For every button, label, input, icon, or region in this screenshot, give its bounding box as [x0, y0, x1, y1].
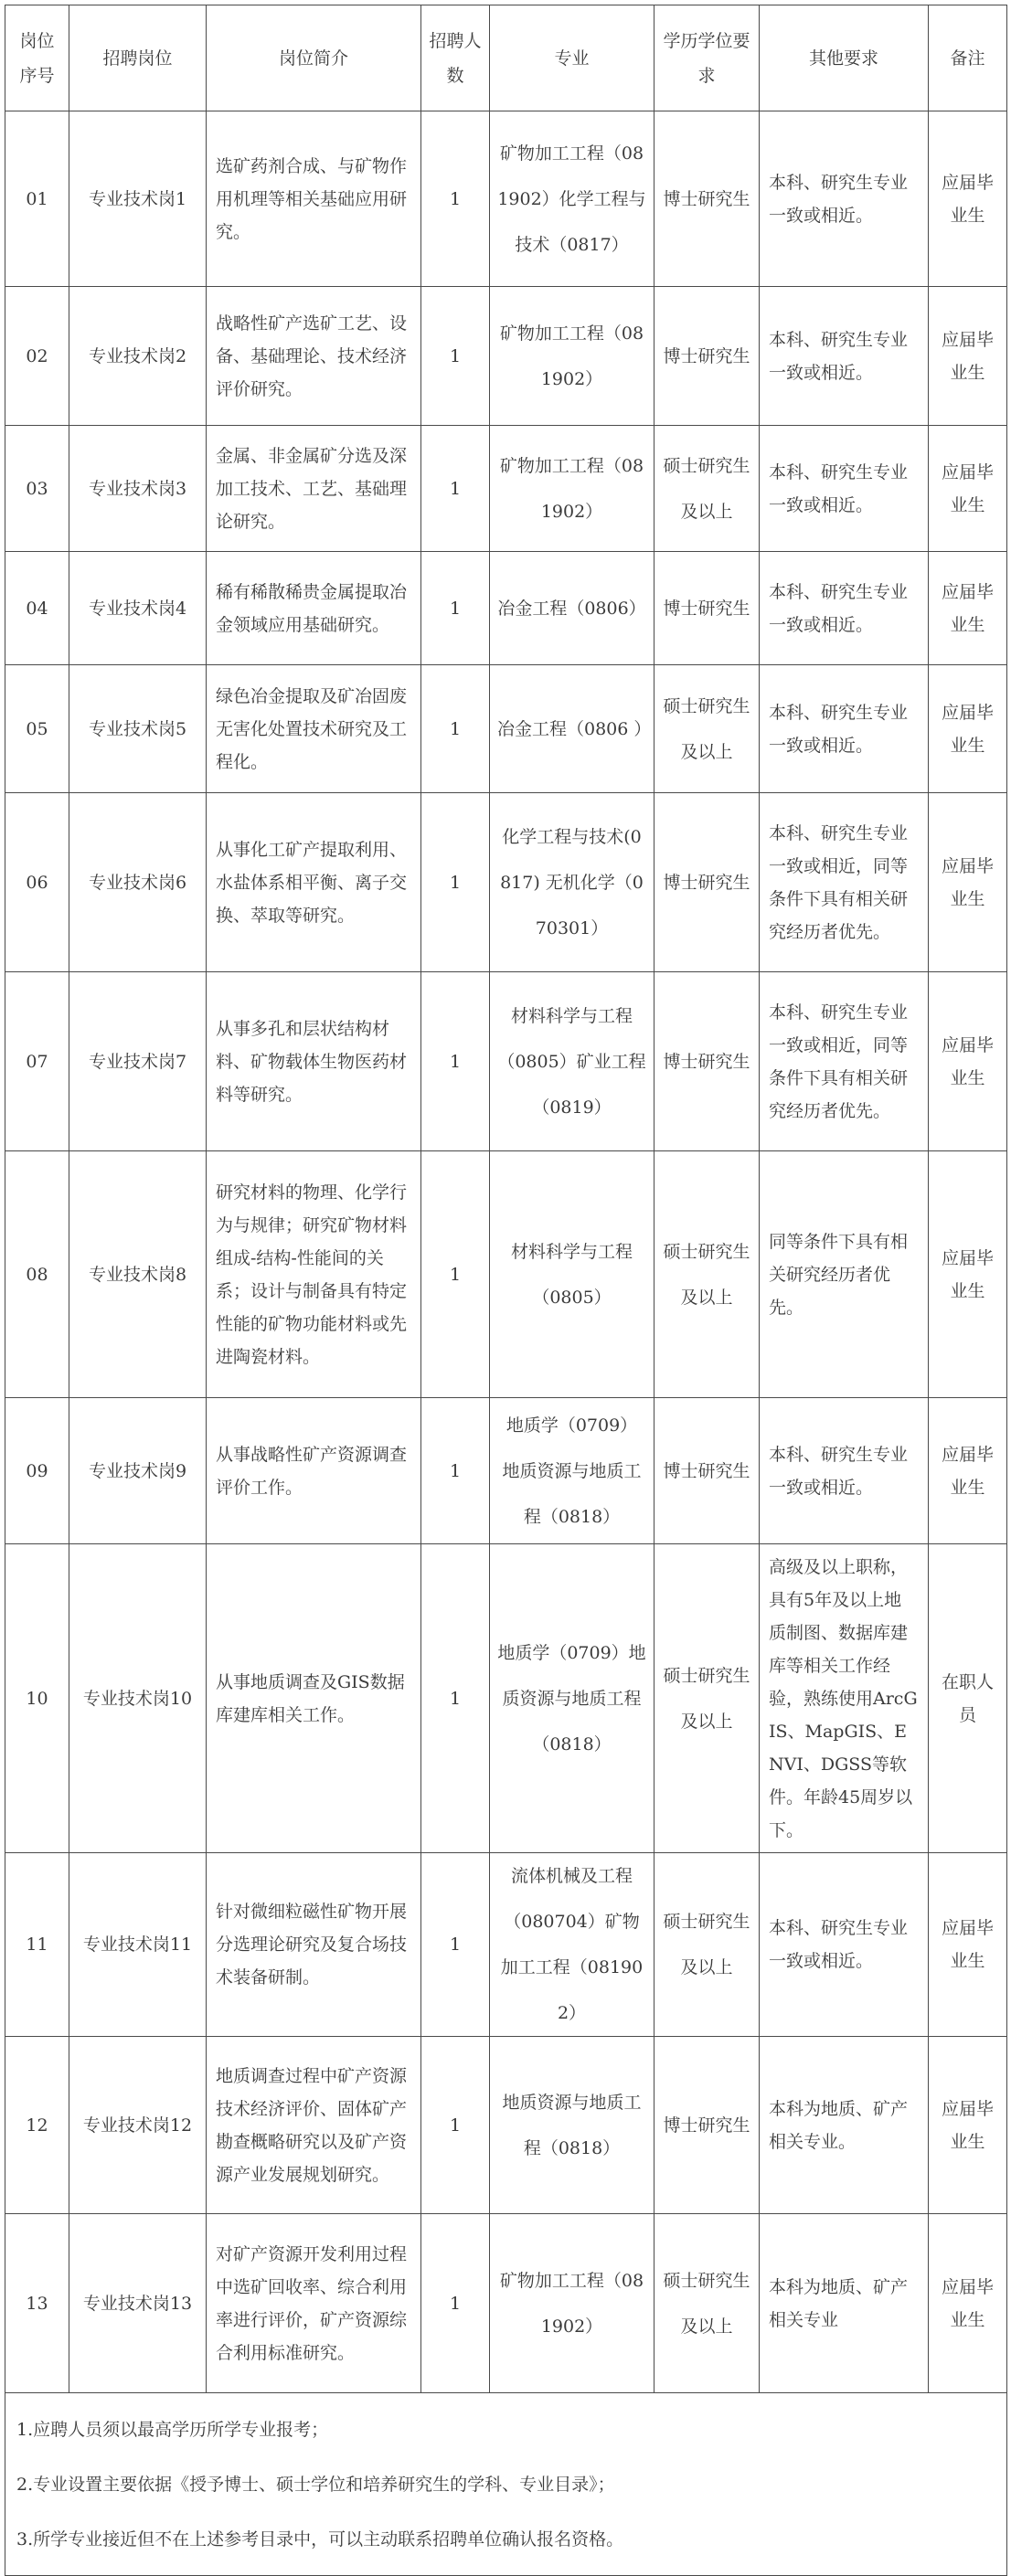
cell-major: 矿物加工工程（081902）化学工程与技术（0817）: [490, 111, 654, 287]
cell-degree: 硕士研究生及以上: [654, 665, 760, 793]
recruitment-table: [5, 5, 1007, 2576]
cell-remark: 应届毕业生: [929, 1398, 1007, 1544]
cell-post: 专业技术岗5: [69, 665, 207, 793]
cell-remark: 应届毕业生: [929, 287, 1007, 426]
cell-major: 材料科学与工程（0805）: [490, 1151, 654, 1398]
header-count: 招聘人数: [421, 5, 490, 111]
cell-post: 专业技术岗4: [69, 552, 207, 665]
cell-remark: 应届毕业生: [929, 111, 1007, 287]
cell-other: 本科为地质、矿产相关专业。: [760, 2037, 929, 2214]
header-other: 其他要求: [760, 5, 929, 111]
cell-count: 1: [421, 1398, 490, 1544]
cell-other: 高级及以上职称，具有5年及以上地质制图、数据库建库等相关工作经验，熟练使用ArcGIS、MapGIS、ENVI、DGSS等软件。年龄45周岁以下。: [760, 1544, 929, 1853]
cell-desc: 金属、非金属矿分选及深加工技术、工艺、基础理论研究。: [207, 426, 421, 552]
cell-seq: 02: [5, 287, 69, 426]
note-2: 2.专业设置主要依据《授予博士、硕士学位和培养研究生的学科、专业目录》；: [16, 2474, 615, 2495]
cell-major: 矿物加工工程（081902）: [490, 2214, 654, 2393]
header-remark: 备注: [929, 5, 1007, 111]
cell-post: 专业技术岗3: [69, 426, 207, 552]
cell-desc: 针对微细粒磁性矿物开展分选理论研究及复合场技术装备研制。: [207, 1853, 421, 2037]
table-row: [5, 287, 1007, 426]
cell-post: 专业技术岗11: [69, 1853, 207, 2037]
cell-remark: 应届毕业生: [929, 1151, 1007, 1398]
cell-count: 1: [421, 552, 490, 665]
table-row: [5, 111, 1007, 287]
cell-seq: 13: [5, 2214, 69, 2393]
cell-major: 地质学（0709） 地质资源与地质工程（0818）: [490, 1398, 654, 1544]
cell-degree: 博士研究生: [654, 1398, 760, 1544]
cell-remark: 应届毕业生: [929, 1853, 1007, 2037]
cell-count: 1: [421, 972, 490, 1151]
cell-seq: 11: [5, 1853, 69, 2037]
cell-degree: 硕士研究生及以上: [654, 1544, 760, 1853]
cell-desc: 从事化工矿产提取利用、水盐体系相平衡、离子交换、萃取等研究。: [207, 793, 421, 972]
cell-degree: 博士研究生: [654, 972, 760, 1151]
cell-remark: 应届毕业生: [929, 2214, 1007, 2393]
table-row: [5, 1853, 1007, 2037]
cell-other: 本科、研究生专业一致或相近。: [760, 665, 929, 793]
cell-other: 本科、研究生专业一致或相近。: [760, 426, 929, 552]
cell-other: 同等条件下具有相关研究经历者优先。: [760, 1151, 929, 1398]
cell-remark: 在职人员: [929, 1544, 1007, 1853]
table-row: [5, 1398, 1007, 1544]
cell-desc: 战略性矿产选矿工艺、设备、基础理论、技术经济评价研究。: [207, 287, 421, 426]
table-row: [5, 2037, 1007, 2214]
cell-remark: 应届毕业生: [929, 665, 1007, 793]
cell-desc: 地质调查过程中矿产资源技术经济评价、固体矿产勘查概略研究以及矿产资源产业发展规划研究。: [207, 2037, 421, 2214]
cell-degree: 硕士研究生及以上: [654, 1853, 760, 2037]
cell-other: 本科、研究生专业一致或相近，同等条件下具有相关研究经历者优先。: [760, 793, 929, 972]
header-major: 专业: [490, 5, 654, 111]
cell-desc: 稀有稀散稀贵金属提取冶金领域应用基础研究。: [207, 552, 421, 665]
cell-major: 地质学（0709）地质资源与地质工程（0818）: [490, 1544, 654, 1853]
header-desc: 岗位简介: [207, 5, 421, 111]
cell-desc: 选矿药剂合成、与矿物作用机理等相关基础应用研究。: [207, 111, 421, 287]
cell-seq: 10: [5, 1544, 69, 1853]
table-row: [5, 665, 1007, 793]
cell-major: 化学工程与技术(0817) 无机化学（070301）: [490, 793, 654, 972]
cell-count: 1: [421, 111, 490, 287]
cell-other: 本科、研究生专业一致或相近。: [760, 287, 929, 426]
cell-seq: 05: [5, 665, 69, 793]
cell-count: 1: [421, 2037, 490, 2214]
table-row: [5, 972, 1007, 1151]
header-row: [5, 5, 1007, 111]
cell-post: 专业技术岗10: [69, 1544, 207, 1853]
cell-post: 专业技术岗9: [69, 1398, 207, 1544]
cell-remark: 应届毕业生: [929, 426, 1007, 552]
cell-other: 本科、研究生专业一致或相近。: [760, 1853, 929, 2037]
cell-desc: 从事多孔和层状结构材料、矿物载体生物医药材料等研究。: [207, 972, 421, 1151]
table-row: [5, 793, 1007, 972]
cell-major: 冶金工程（0806 ）: [490, 665, 654, 793]
cell-post: 专业技术岗6: [69, 793, 207, 972]
cell-count: 1: [421, 665, 490, 793]
cell-desc: 绿色冶金提取及矿冶固废无害化处置技术研究及工程化。: [207, 665, 421, 793]
cell-other: 本科为地质、矿产相关专业: [760, 2214, 929, 2393]
note-1: 1.应聘人员须以最高学历所学专业报考；: [16, 2419, 329, 2440]
cell-post: 专业技术岗7: [69, 972, 207, 1151]
table-row: [5, 426, 1007, 552]
table-row: [5, 1544, 1007, 1853]
cell-desc: 对矿产资源开发利用过程中选矿回收率、综合利用率进行评价，矿产资源综合利用标准研究。: [207, 2214, 421, 2393]
cell-post: 专业技术岗1: [69, 111, 207, 287]
cell-post: 专业技术岗2: [69, 287, 207, 426]
note-3: 3.所学专业接近但不在上述参考目录中，可以主动联系招聘单位确认报名资格。: [16, 2528, 624, 2549]
table-row: [5, 552, 1007, 665]
cell-major: 矿物加工工程（081902）: [490, 426, 654, 552]
table-row: [5, 1151, 1007, 1398]
header-seq: 岗位序号: [5, 5, 69, 111]
cell-major: 冶金工程（0806）: [490, 552, 654, 665]
cell-major: 矿物加工工程（081902）: [490, 287, 654, 426]
cell-major: 材料科学与工程（0805）矿业工程（0819）: [490, 972, 654, 1151]
cell-degree: 硕士研究生及以上: [654, 426, 760, 552]
cell-remark: 应届毕业生: [929, 972, 1007, 1151]
cell-degree: 硕士研究生及以上: [654, 1151, 760, 1398]
cell-seq: 01: [5, 111, 69, 287]
cell-degree: 博士研究生: [654, 793, 760, 972]
cell-degree: 博士研究生: [654, 552, 760, 665]
cell-degree: 博士研究生: [654, 111, 760, 287]
cell-post: 专业技术岗8: [69, 1151, 207, 1398]
cell-count: 1: [421, 1544, 490, 1853]
cell-desc: 从事地质调查及GIS数据库建库相关工作。: [207, 1544, 421, 1853]
cell-seq: 12: [5, 2037, 69, 2214]
cell-major: 地质资源与地质工程（0818）: [490, 2037, 654, 2214]
cell-count: 1: [421, 426, 490, 552]
cell-major: 流体机械及工程（080704）矿物加工工程（081902）: [490, 1853, 654, 2037]
cell-count: 1: [421, 1151, 490, 1398]
cell-count: 1: [421, 1853, 490, 2037]
cell-degree: 博士研究生: [654, 287, 760, 426]
cell-remark: 应届毕业生: [929, 552, 1007, 665]
header-post: 招聘岗位: [69, 5, 207, 111]
cell-count: 1: [421, 2214, 490, 2393]
cell-seq: 07: [5, 972, 69, 1151]
notes-cell: [5, 2393, 1007, 2576]
cell-seq: 08: [5, 1151, 69, 1398]
table-row: [5, 2214, 1007, 2393]
cell-desc: 研究材料的物理、化学行为与规律；研究矿物材料组成-结构-性能间的关系；设计与制备具有特定性能的矿物功能材料或先进陶瓷材料。: [207, 1151, 421, 1398]
cell-post: 专业技术岗12: [69, 2037, 207, 2214]
cell-remark: 应届毕业生: [929, 793, 1007, 972]
cell-seq: 03: [5, 426, 69, 552]
cell-desc: 从事战略性矿产资源调查评价工作。: [207, 1398, 421, 1544]
cell-post: 专业技术岗13: [69, 2214, 207, 2393]
cell-other: 本科、研究生专业一致或相近。: [760, 1398, 929, 1544]
header-degree: 学历学位要求: [654, 5, 760, 111]
cell-seq: 06: [5, 793, 69, 972]
cell-other: 本科、研究生专业一致或相近。: [760, 111, 929, 287]
notes-row: [5, 2393, 1007, 2576]
cell-seq: 09: [5, 1398, 69, 1544]
cell-other: 本科、研究生专业一致或相近。: [760, 552, 929, 665]
cell-count: 1: [421, 287, 490, 426]
cell-degree: 硕士研究生及以上: [654, 2214, 760, 2393]
cell-remark: 应届毕业生: [929, 2037, 1007, 2214]
cell-degree: 博士研究生: [654, 2037, 760, 2214]
cell-seq: 04: [5, 552, 69, 665]
cell-other: 本科、研究生专业一致或相近，同等条件下具有相关研究经历者优先。: [760, 972, 929, 1151]
cell-count: 1: [421, 793, 490, 972]
